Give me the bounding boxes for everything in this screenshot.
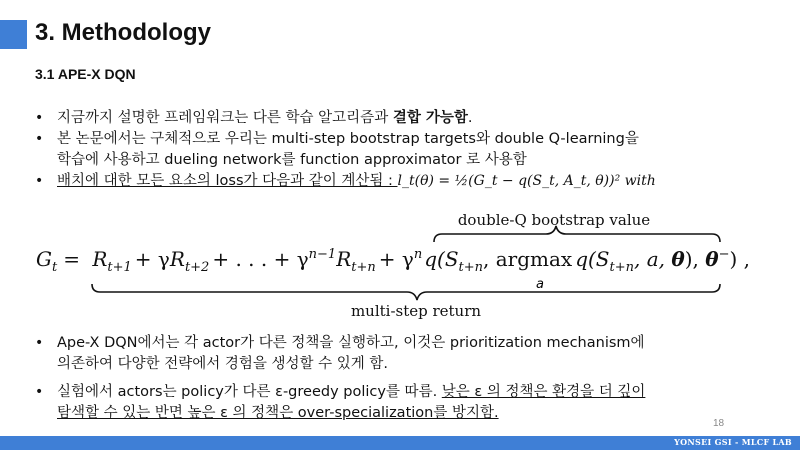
- footer-lab-name: YONSEI GSI - MLCF LAB: [674, 437, 792, 447]
- multi-step-label: multi-step return: [350, 302, 482, 320]
- bullet-list-top: [35, 108, 775, 192]
- bullet-dot: •: [35, 131, 44, 147]
- bullet-item: [35, 108, 775, 129]
- bullet-dot: •: [35, 384, 44, 400]
- bullet-text-line: 실험에서 actors는 policy가 다른 ε-greedy policy를 따름. 낮은 ε 의 정책은 환경을 더 깊이: [57, 384, 646, 400]
- title-accent-bar: [0, 20, 27, 49]
- slide-title: 3. Methodology: [35, 19, 211, 46]
- emphasis-text: 결합 가능함: [392, 110, 468, 126]
- bullet-item: [35, 382, 775, 424]
- bullet-dot: •: [35, 335, 44, 351]
- double-q-label: double-Q bootstrap value: [457, 211, 651, 229]
- bullet-item: [35, 171, 775, 192]
- underlined-text: 배치에 대한 모든 요소의 loss가 다음과 같이 계산됨 :: [57, 173, 398, 189]
- bullet-text: [57, 171, 775, 192]
- equation-line: $G_t$ = $R_{t+1} + \gamma R_{t+2}$ + . . . + $\gamma^{n-1}R_{t+n} + \gamma^n$ $q(S_{t+n}$, argmax $q(S_{t+n}$, a, θ), θ−) ,: [36, 247, 751, 275]
- bullet-item: [35, 129, 775, 171]
- bottom-brace: [92, 284, 720, 300]
- underlined-text-line: 탐색할 수 있는 반면 높은 ε 의 정책은 over-specialization를 방지함.: [57, 405, 499, 421]
- bullet-text-line: 학습에 사용하고 dueling network를 function approximator 로 사용함: [57, 152, 527, 168]
- footer-bar: [0, 436, 800, 450]
- bullet-dot: •: [35, 110, 44, 126]
- bullet-text: 지금까지 설명한 프레임워크는 다른 학습 알고리즘과 결합 가능함.: [57, 110, 473, 126]
- bullet-dot: •: [35, 173, 44, 189]
- bullet-text-line: 본 논문에서는 구체적으로 우리는 multi-step bootstrap targets와 double Q-learning을: [57, 131, 639, 147]
- bullet-text-line: Ape-X DQN에서는 각 actor가 다른 정책을 실행하고, 이것은 prioritization mechanism에: [57, 335, 645, 351]
- underlined-text: 낮은 ε 의 정책은 환경을 더 깊이: [441, 384, 646, 400]
- page-number: 18: [713, 418, 725, 429]
- bullet-list-bottom: [35, 333, 775, 431]
- argmax-subscript: a: [536, 277, 544, 292]
- loss-formula-inline: l_t(θ) = ½(G_t − q(S_t, A_t, θ))² with: [397, 173, 656, 189]
- bullet-text-line: 의존하여 다양한 전략에서 경험을 생성할 수 있게 함.: [57, 356, 389, 372]
- return-formula: [36, 204, 756, 324]
- bullet-item: [35, 333, 775, 375]
- section-subtitle: 3.1 APE-X DQN: [35, 66, 136, 82]
